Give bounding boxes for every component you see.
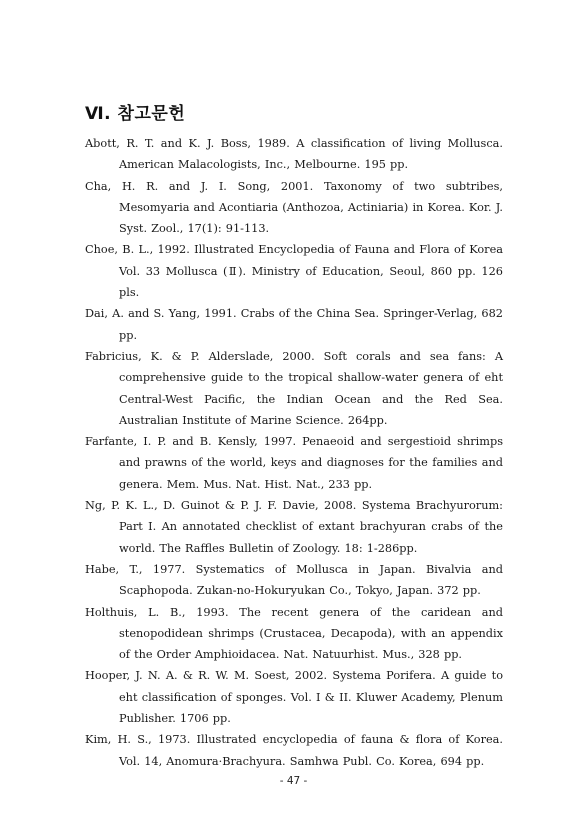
page-number: - 47 - [279, 775, 308, 787]
reference-item: Hooper, J. N. A. & R. W. M. Soest, 2002. Systema Porifera. A guide to eht classification of sponges. Vol. I & II. Kluwer Academy, Plenum Publisher. 1706 pp. [85, 669, 503, 726]
reference-item: Choe, B. L., 1992. Illustrated Encyclopedia of Fauna and Flora of Korea Vol. 33 Mollusca (Ⅱ). Ministry of Education, Seoul, 860 pp. 126 pls. [85, 243, 503, 300]
reference-list [85, 133, 503, 772]
reference-item: Dai, A. and S. Yang, 1991. Crabs of the China Sea. Springer-Verlag, 682 pp. [85, 307, 503, 342]
reference-item: Kim, H. S., 1973. Illustrated encyclopedia of fauna & flora of Korea. Vol. 14, Anomura·Brachyura. Samhwa Publ. Co. Korea, 694 pp. [85, 733, 503, 768]
reference-item: Habe, T., 1977. Systematics of Mollusca in Japan. Bivalvia and Scaphopoda. Zukan-no-Hokuryukan Co., Tokyo, Japan. 372 pp. [85, 562, 503, 598]
reference-item: Cha, H. R. and J. I. Song, 2001. Taxonomy of two subtribes, Mesomyaria and Acontiaria (Anthozoa, Actiniaria) in Korea. Kor. J. Syst. Zool., 17(1): 91-113. [85, 179, 503, 236]
reference-item: Ng, P. K. L., D. Guinot & P. J. F. Davie, 2008. Systema Brachyurorum: Part I. An annotated checklist of extant brachyuran crabs of the world. The Raffles Bulletin of Zoology. 18: 1-286pp. [85, 499, 503, 555]
reference-item: Farfante, I. P. and B. Kensly, 1997. Penaeoid and sergestioid shrimps and prawns of the world, keys and diagnoses for the families and genera. Mem. Mus. Nat. Hist. Nat., 233 pp. [85, 435, 503, 491]
reference-item: Abott, R. T. and K. J. Boss, 1989. A classification of living Mollusca. American Malacologists, Inc., Melbourne. 195 pp. [85, 137, 503, 172]
reference-item: Fabricius, K. & P. Alderslade, 2000. Soft corals and sea fans: A comprehensive guide to the tropical shallow-water genera of eht Central-West Pacific, the Indian Ocean and the Red Sea. Australian Institute of Marine Science. 264pp. [85, 349, 503, 427]
reference-item: Holthuis, L. B., 1993. The recent genera of the caridean and stenopodidean shrimps (Crustacea, Decapoda), with an appendix of the Order Amphioidacea. Nat. Natuurhist. Mus., 328 pp. [85, 605, 503, 662]
section-heading: Ⅵ. 참고문헌 [85, 104, 186, 124]
